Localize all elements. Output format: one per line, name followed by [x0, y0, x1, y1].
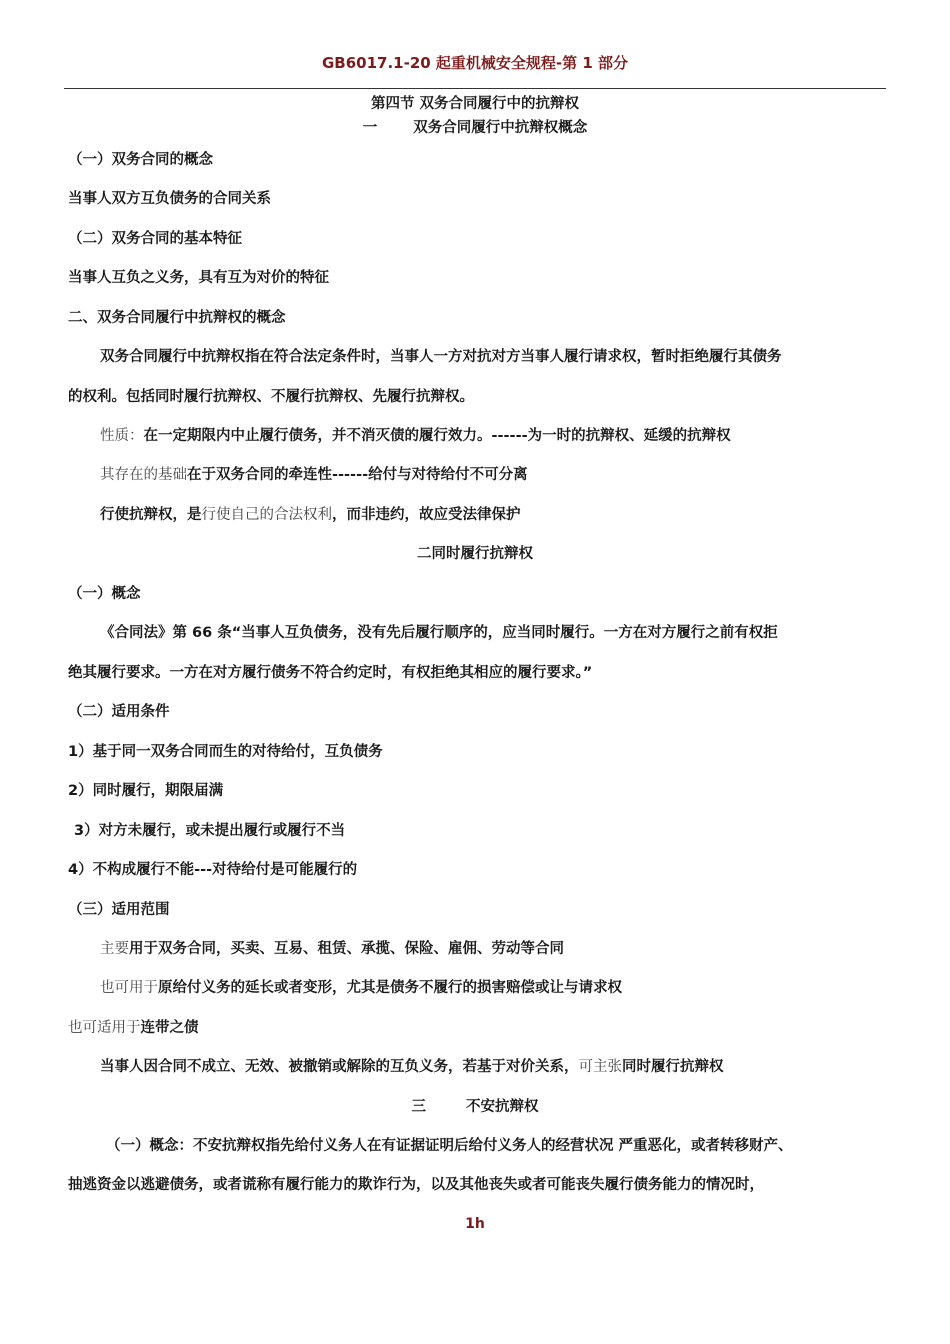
heading-text: 不安抗辩权 [466, 1099, 539, 1115]
paragraph: （二）适用条件 [68, 704, 170, 720]
paragraph: 抽逃资金以逃避债务，或者谎称有履行能力的欺诈行为，以及其他丧失或者可能丧失履行债务能力的情况时， [68, 1177, 764, 1193]
paragraph: 当事人双方互负债务的合同关系 [68, 191, 271, 207]
body-text: 用于双务合同，买卖、互易、租赁、承揽、保险、雇佣、劳动等合同 [129, 941, 564, 957]
document-header: GB6017.1-20 起重机械安全规程-第 1 部分 [321, 54, 629, 72]
list-item: 2）同时履行，期限届满 [68, 783, 224, 799]
list-item: 4）不构成履行不能---对待给付是可能履行的 [68, 862, 358, 878]
page-number: 1h [465, 1216, 485, 1232]
body-text: 连带之债 [140, 1020, 199, 1036]
paragraph: 二、双务合同履行中抗辩权的概念 [68, 310, 286, 326]
section-title: 第四节 双务合同履行中的抗辩权 [370, 96, 580, 112]
section-subtitle [0, 118, 950, 138]
body-text: 在一定期限内中止履行债务，并不消灭债的履行效力。------为一时的抗辩权、延缓的抗辩权 [143, 428, 731, 444]
paragraph: 《合同法》第 66 条“当事人互负债务，没有先后履行顺序的，应当同时履行。一方在对方履行之前有权拒 [100, 625, 778, 641]
label-text: 行使自己的合法权利 [201, 507, 332, 523]
paragraph: （二）双务合同的基本特征 [68, 231, 242, 247]
body-text: 当事人因合同不成立、无效、被撤销或解除的互负义务，若基于对价关系， [100, 1059, 579, 1075]
paragraph [100, 978, 884, 998]
paragraph [100, 465, 884, 485]
label-text: 也可用于 [100, 980, 158, 996]
body-text: 行使抗辩权，是 [100, 507, 202, 523]
body-text: 在于双务合同的牵连性------给付与对待给付不可分离 [187, 467, 528, 483]
label-text: 也可适用于 [68, 1020, 141, 1036]
paragraph [100, 505, 884, 525]
list-item: 3）对方未履行，或未提出履行或履行不当 [74, 823, 346, 839]
label-text: 其存在的基础 [100, 467, 187, 483]
body-text: 原给付义务的延长或者变形，尤其是债务不履行的损害赔偿或让与请求权 [158, 980, 622, 996]
body-text: ，而非违约，故应受法律保护 [332, 507, 521, 523]
subtitle-number: 一 [362, 120, 378, 136]
paragraph: （一）双务合同的概念 [68, 152, 213, 168]
paragraph [100, 939, 884, 959]
paragraph: 双务合同履行中抗辩权指在符合法定条件时，当事人一方对抗对方当事人履行请求权，暂时拒绝履行其债务 [100, 349, 782, 365]
paragraph [100, 426, 884, 446]
heading-number: 三 [411, 1099, 426, 1115]
label-text: 主要 [100, 941, 129, 957]
label-text: 可主张 [578, 1059, 622, 1075]
paragraph: （三）适用范围 [68, 902, 170, 918]
paragraph: （一）概念：不安抗辩权指先给付义务人在有证据证明后给付义务人的经营状况 严重恶化，或者转移财产、 [106, 1138, 793, 1154]
paragraph: 当事人互负之义务，具有互为对价的特征 [68, 270, 329, 286]
body-text: 同时履行抗辩权 [622, 1059, 724, 1075]
paragraph [100, 1057, 884, 1077]
paragraph [68, 1018, 884, 1038]
paragraph: 绝其履行要求。一方在对方履行债务不符合约定时，有权拒绝其相应的履行要求。” [68, 665, 593, 681]
label-text: 性质： [100, 428, 144, 444]
paragraph: （一）概念 [68, 586, 141, 602]
subtitle-text: 双务合同履行中抗辩权概念 [413, 120, 588, 136]
list-item: 1）基于同一双务合同而生的对待给付，互负债务 [68, 744, 383, 760]
paragraph: 的权利。包括同时履行抗辩权、不履行抗辩权、先履行抗辩权。 [68, 389, 474, 405]
subheading: 二同时履行抗辩权 [417, 546, 533, 562]
subheading [0, 1097, 950, 1117]
header-rule [64, 88, 886, 89]
